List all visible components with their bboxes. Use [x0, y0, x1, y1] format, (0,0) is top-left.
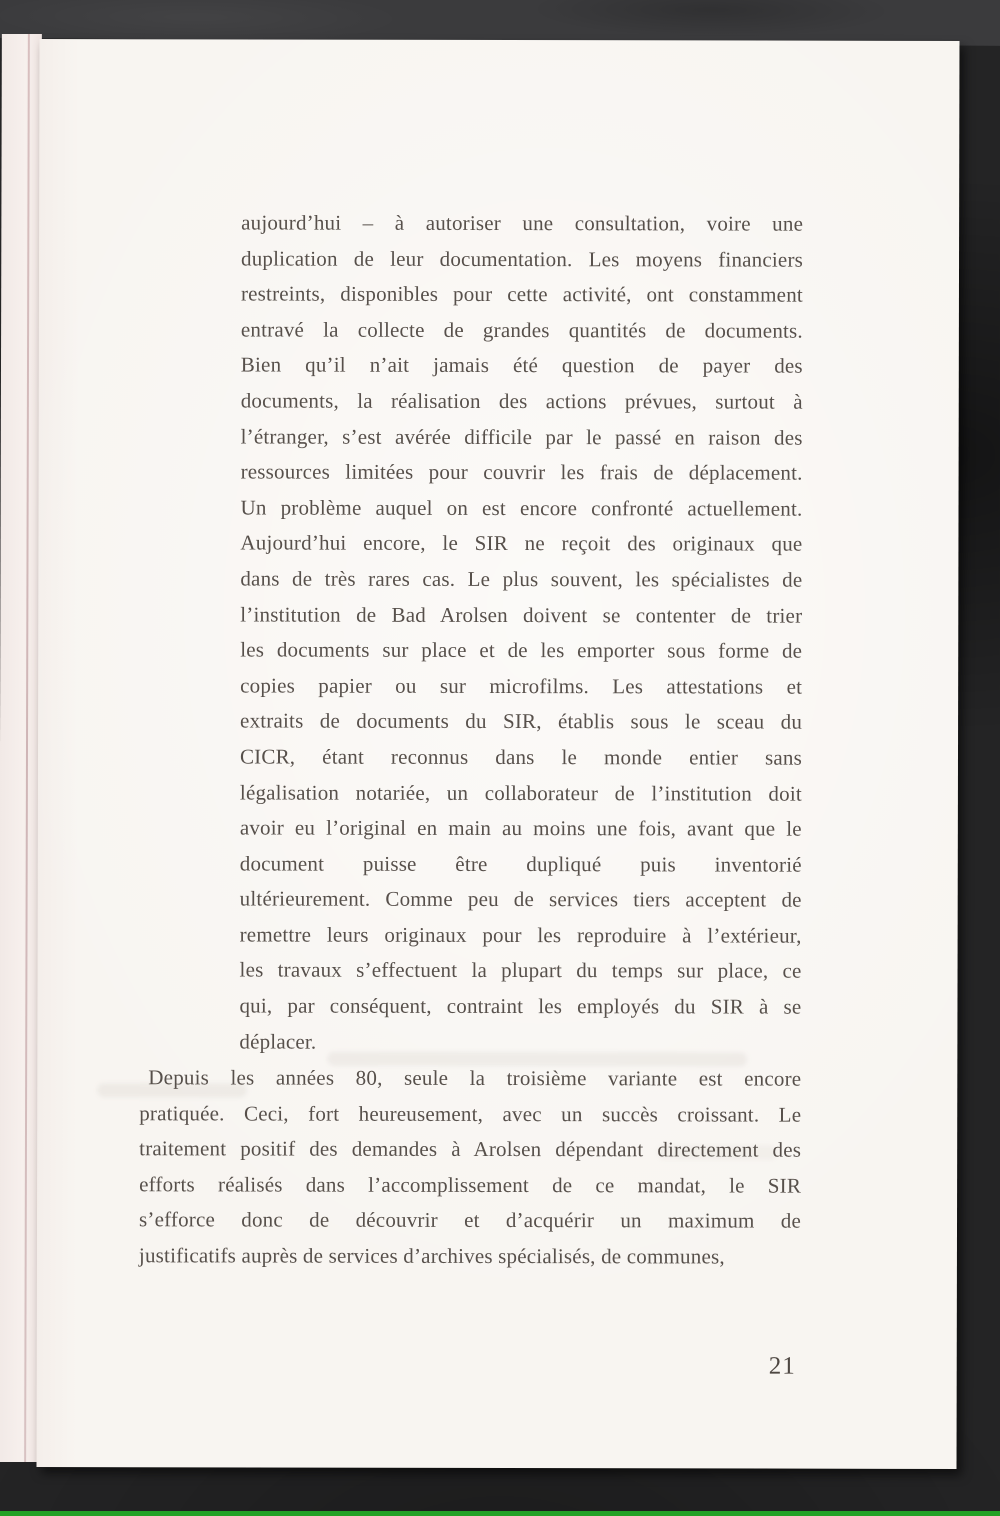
- text-line: efforts réalisés dans l’accomplissement de ce mandat, le SIR: [139, 1172, 802, 1198]
- text-line: l’institution de Bad Arolsen doivent se contenter de trier: [240, 601, 803, 628]
- text-line: remettre leurs originaux pour les reproduire à l’extérieur,: [239, 922, 802, 948]
- text-line: dans de très rares cas. Le plus souvent, les spécialistes de: [240, 566, 803, 592]
- text-line: duplication de leur documentation. Les moyens financiers: [241, 246, 804, 272]
- book-page: [37, 39, 960, 1469]
- text-line: avoir eu l’original en main au moins une fois, avant que le: [239, 815, 802, 841]
- text-line: pratiquée. Ceci, fort heureusement, avec un succès croissant. Le: [139, 1100, 802, 1127]
- paragraph-continuation: [239, 205, 803, 1060]
- page-number: 21: [768, 1352, 796, 1380]
- text-line: les documents sur place et de les emporter sous forme de: [240, 637, 803, 663]
- text-line: justificatifs auprès de services d’archives spécialisés, de communes,: [138, 1243, 725, 1269]
- text-line: traitement positif des demandes à Arolsen dépendant directement des: [139, 1136, 802, 1162]
- text-line: Aujourd’hui encore, le SIR ne reçoit des originaux que: [240, 530, 803, 556]
- page-crease-line: [24, 34, 30, 1462]
- text-line: légalisation notariée, un collaborateur de l’institution doit: [239, 779, 802, 806]
- text-line: l’étranger, s’est avérée difficile par le passé en raison des: [240, 424, 803, 450]
- text-line: les travaux s’effectuent la plupart du temps sur place, ce: [239, 957, 802, 984]
- text-line: s’efforce donc de découvrir et d’acquérir un maximum de: [138, 1207, 802, 1234]
- text-line: Bien qu’il n’ait jamais été question de payer des: [240, 352, 803, 379]
- scanner-green-line: [0, 1511, 1000, 1516]
- text-line: extraits de documents du SIR, établis sous le sceau du: [240, 708, 803, 734]
- text-line: qui, par conséquent, contraint les employés du SIR à se: [239, 993, 802, 1019]
- text-line: ultérieurement. Comme peu de services tiers acceptent de: [239, 886, 802, 912]
- text-line: Un problème auquel on est encore confronté actuellement.: [240, 495, 803, 521]
- text-line: Depuis les années 80, seule la troisième variante est encore: [148, 1065, 802, 1091]
- text-line: restreints, disponibles pour cette activité, ont constamment: [240, 281, 803, 307]
- text-line: aujourd’hui – à autoriser une consultation, voire une: [241, 210, 804, 236]
- text-line: entravé la collecte de grandes quantités de documents.: [240, 317, 803, 343]
- paragraph-depuis: [139, 1060, 801, 1275]
- text-line: CICR, étant reconnus dans le monde entier sans: [239, 744, 803, 770]
- text-line: déplacer.: [239, 1029, 317, 1054]
- text-line: document puisse être dupliqué puis inventorié: [239, 851, 802, 877]
- text-line: ressources limitées pour couvrir les frais de déplacement.: [240, 459, 803, 485]
- previous-page-edge: [0, 34, 42, 1462]
- text-line: copies papier ou sur microfilms. Les attestations et: [240, 673, 803, 699]
- text-line: documents, la réalisation des actions prévues, surtout à: [240, 388, 803, 414]
